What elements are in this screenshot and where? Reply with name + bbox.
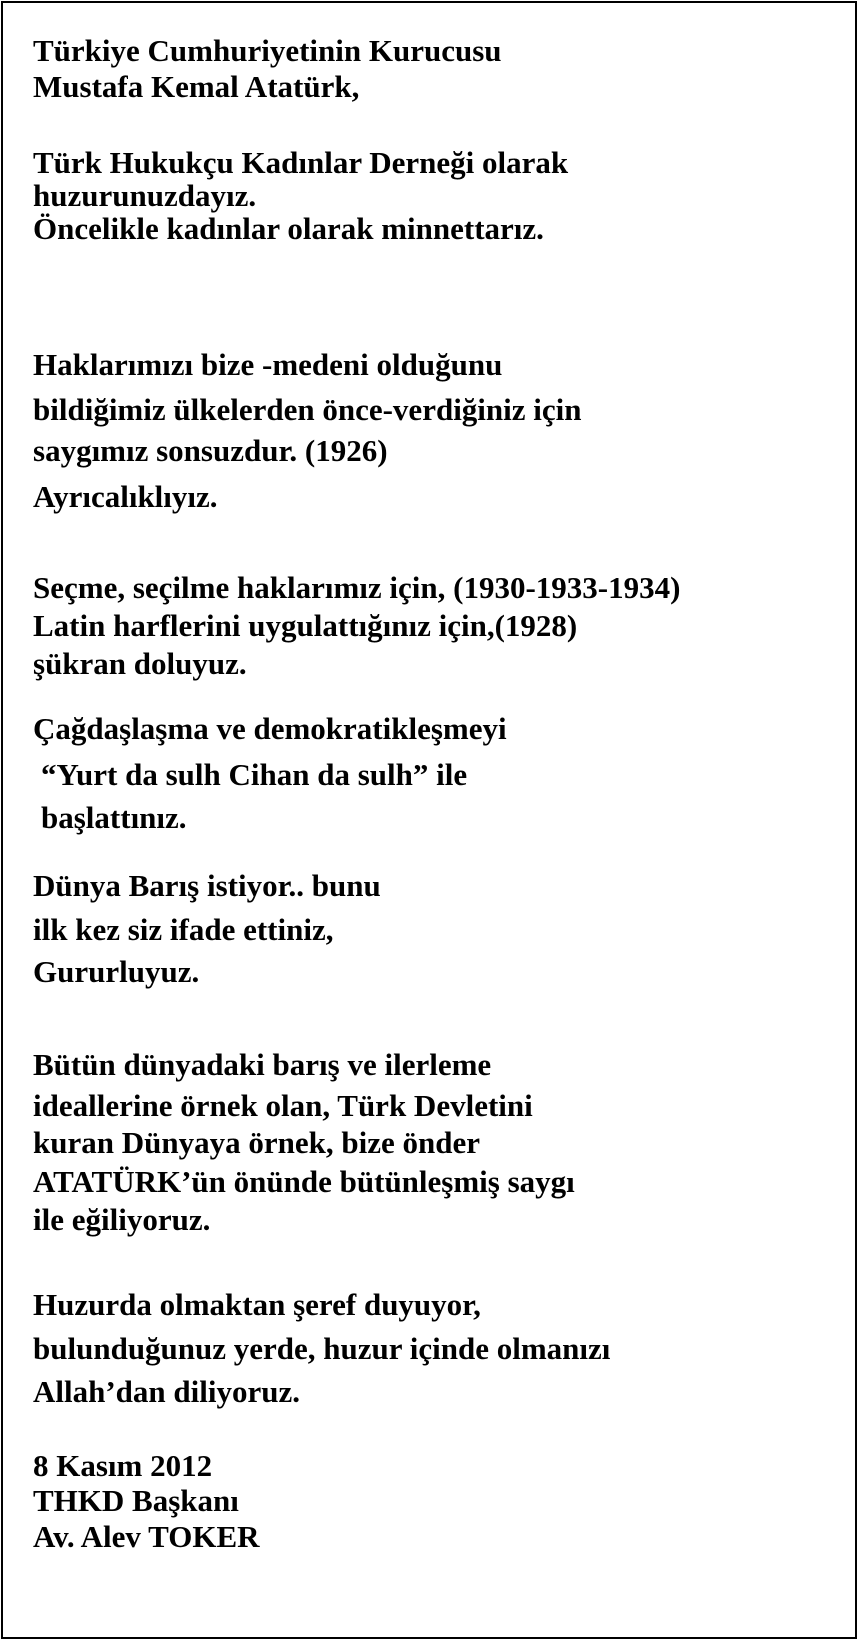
paragraph-line: saygımız sonsuzdur. (1926) [33, 433, 388, 468]
greeting-line: Mustafa Kemal Atatürk, [33, 69, 360, 104]
intro-line: Öncelikle kadınlar olarak minnettarız. [33, 211, 544, 246]
signature-name: Av. Alev TOKER [33, 1519, 260, 1554]
letter-frame [1, 1, 857, 1639]
signature-title: THKD Başkanı [33, 1483, 239, 1518]
paragraph-line: Latin harflerini uygulattığınız için,(1928) [33, 608, 578, 643]
paragraph-line: Allah’dan diliyoruz. [33, 1374, 300, 1409]
paragraph-line: ile eğiliyoruz. [33, 1202, 211, 1237]
paragraph-line: Ayrıcalıklıyız. [33, 479, 218, 514]
paragraph-line: kuran Dünyaya örnek, bize önder [33, 1125, 480, 1160]
greeting-line: Türkiye Cumhuriyetinin Kurucusu [33, 33, 502, 68]
paragraph-line: Dünya Barış istiyor.. bunu [33, 868, 381, 903]
paragraph-line: başlattınız. [41, 800, 187, 835]
paragraph-line: ilk kez siz ifade ettiniz, [33, 912, 334, 947]
paragraph-line: Haklarımızı bize -medeni olduğunu [33, 347, 503, 382]
paragraph-line: ideallerine örnek olan, Türk Devletini [33, 1088, 533, 1123]
paragraph-line: bildiğimiz ülkelerden önce-verdiğiniz için [33, 392, 582, 427]
paragraph-line: Huzurda olmaktan şeref duyuyor, [33, 1287, 481, 1322]
paragraph-line: Gururluyuz. [33, 954, 200, 989]
paragraph-line: bulunduğunuz yerde, huzur içinde olmanızı [33, 1331, 611, 1366]
paragraph-line: “Yurt da sulh Cihan da sulh” ile [41, 757, 468, 792]
paragraph-line: Seçme, seçilme haklarımız için, (1930-1933-1934) [33, 570, 681, 605]
paragraph-line: Çağdaşlaşma ve demokratikleşmeyi [33, 711, 507, 746]
paragraph-line: şükran doluyuz. [33, 646, 247, 681]
intro-line: huzurunuzdayız. [33, 178, 257, 213]
paragraph-line: Bütün dünyadaki barış ve ilerleme [33, 1047, 492, 1082]
intro-line: Türk Hukukçu Kadınlar Derneği olarak [33, 145, 569, 180]
paragraph-line: ATATÜRK’ün önünde bütünleşmiş saygı [33, 1164, 575, 1199]
signature-date: 8 Kasım 2012 [33, 1448, 213, 1483]
